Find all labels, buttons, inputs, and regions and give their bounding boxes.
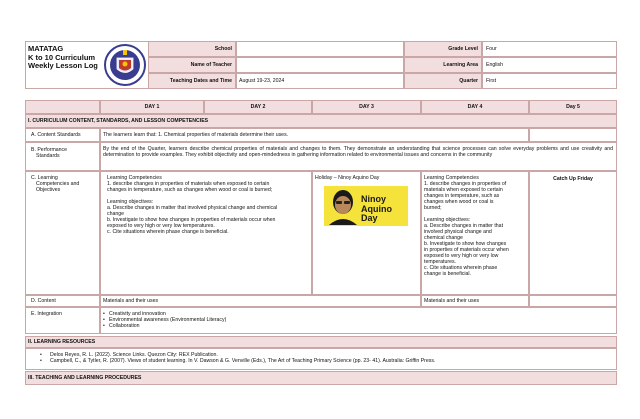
- dates-label: Teaching Dates and Time: [169, 78, 232, 84]
- content-day4: Materials and their uses: [424, 298, 480, 304]
- grade-value-cell: [482, 41, 617, 57]
- day1-header-label: DAY 1: [144, 104, 160, 110]
- performance-text: By the end of the Quarter, learners describe chemical properties of materials and changes to them. They demonstrate an understanding that science processes can solve everyday problems and use creativity and determination to provide examples. They exhibit objectivity and open-mindedness in gathering information related to environmental issues and concerns in the community: [103, 146, 613, 158]
- competencies-day5-cell: [529, 171, 617, 295]
- catch-up-friday: Catch Up Friday: [553, 176, 593, 182]
- day4-header-label: DAY 4: [467, 104, 483, 110]
- page-title: MATATAG K to 10 Curriculum Weekly Lesson Log: [28, 44, 98, 70]
- section3-title: III. TEACHING AND LEARNING PROCEDURES: [28, 375, 142, 381]
- day2-header-label: DAY 2: [250, 104, 266, 110]
- section2-header: [25, 336, 617, 348]
- content-standards-label: A. Content Standards: [31, 132, 81, 138]
- competencies-label: C. Learning Competencies and Objectives: [31, 175, 80, 193]
- ninoy-portrait-icon: [326, 187, 360, 225]
- content-label: D. Content: [31, 298, 56, 304]
- ninoy-aquino-day-image: [324, 186, 408, 226]
- day5-header-label: Day 5: [566, 104, 580, 110]
- school-label: School: [214, 46, 232, 52]
- section1-title: I. CURRICULUM CONTENT, STANDARDS, AND LESSON COMPETENCIES: [28, 118, 209, 124]
- resources-list: • Delos Reyes, R. L. (2022). Science Links. Quezon City: REX Publication. • Campbell, C., & Tytler, R. (2007). Views of student learning. In V. Dawson & G. Venville (Eds.), The Art of Teaching Primary Science (pp. 23- 41). Australia: Griffin Press.: [40, 352, 435, 364]
- grade-value: Four: [486, 46, 497, 52]
- holiday-image-caption: Ninoy Aquino Day: [361, 194, 392, 223]
- content-standards-day5: [529, 128, 617, 142]
- holiday-label: Holiday – Ninoy Aquino Day: [315, 175, 380, 181]
- area-value: English: [486, 62, 504, 68]
- content-day5-cell: [529, 295, 617, 307]
- integration-list: • Creativity and innovation • Environmental awareness (Environmental Literacy) • Collaboration: [103, 311, 226, 329]
- dates-value: August 19-23, 2024: [239, 78, 285, 84]
- competencies-day4: Learning Competencies 1. describe changes in properties of materials when exposed to certain changes in temperature, such as changes when wood or coal is burned; Learning objectives: a. Describe changes in matter that involved physical change and chemical change b. Investigate to show how changes in properties of materials occur when exposed to very high or very low temperatures. c. Cite situations wherein phase change is beneficial.: [424, 175, 509, 277]
- day3-header-label: DAY 3: [359, 104, 374, 110]
- quarter-label: Quarter: [459, 78, 478, 84]
- section2-title: II. LEARNING RESOURCES: [28, 339, 96, 345]
- performance-label: B. Performance Standards: [31, 147, 68, 159]
- integration-label: E. Integration: [31, 311, 62, 317]
- teacher-value: [236, 57, 404, 73]
- content-standards-text: The learners learn that: 1. Chemical properties of materials determine their uses.: [103, 132, 289, 138]
- quarter-value-cell: [482, 73, 617, 89]
- quarter-value: First: [486, 78, 497, 84]
- day-header-blank: [25, 100, 100, 114]
- competencies-day1: Learning Competencies 1. describe changes in properties of materials when exposed to certain changes in temperature, such as changes when wood or coal is burned; Learning objectives: a. Describe changes in matter that involved physical change and chemical change b. Investigate to show how changes in properties of materials occur when exposed to very high or very low temperatures. c. Cite situations wherein phase change is beneficial.: [107, 175, 278, 235]
- grade-label: Grade Level: [448, 46, 478, 52]
- content-day1: Materials and their uses: [103, 298, 159, 304]
- deped-seal-icon: [103, 42, 147, 88]
- area-label: Learning Area: [443, 62, 478, 68]
- school-value: [236, 41, 404, 57]
- teacher-label: Name of Teacher: [190, 62, 232, 68]
